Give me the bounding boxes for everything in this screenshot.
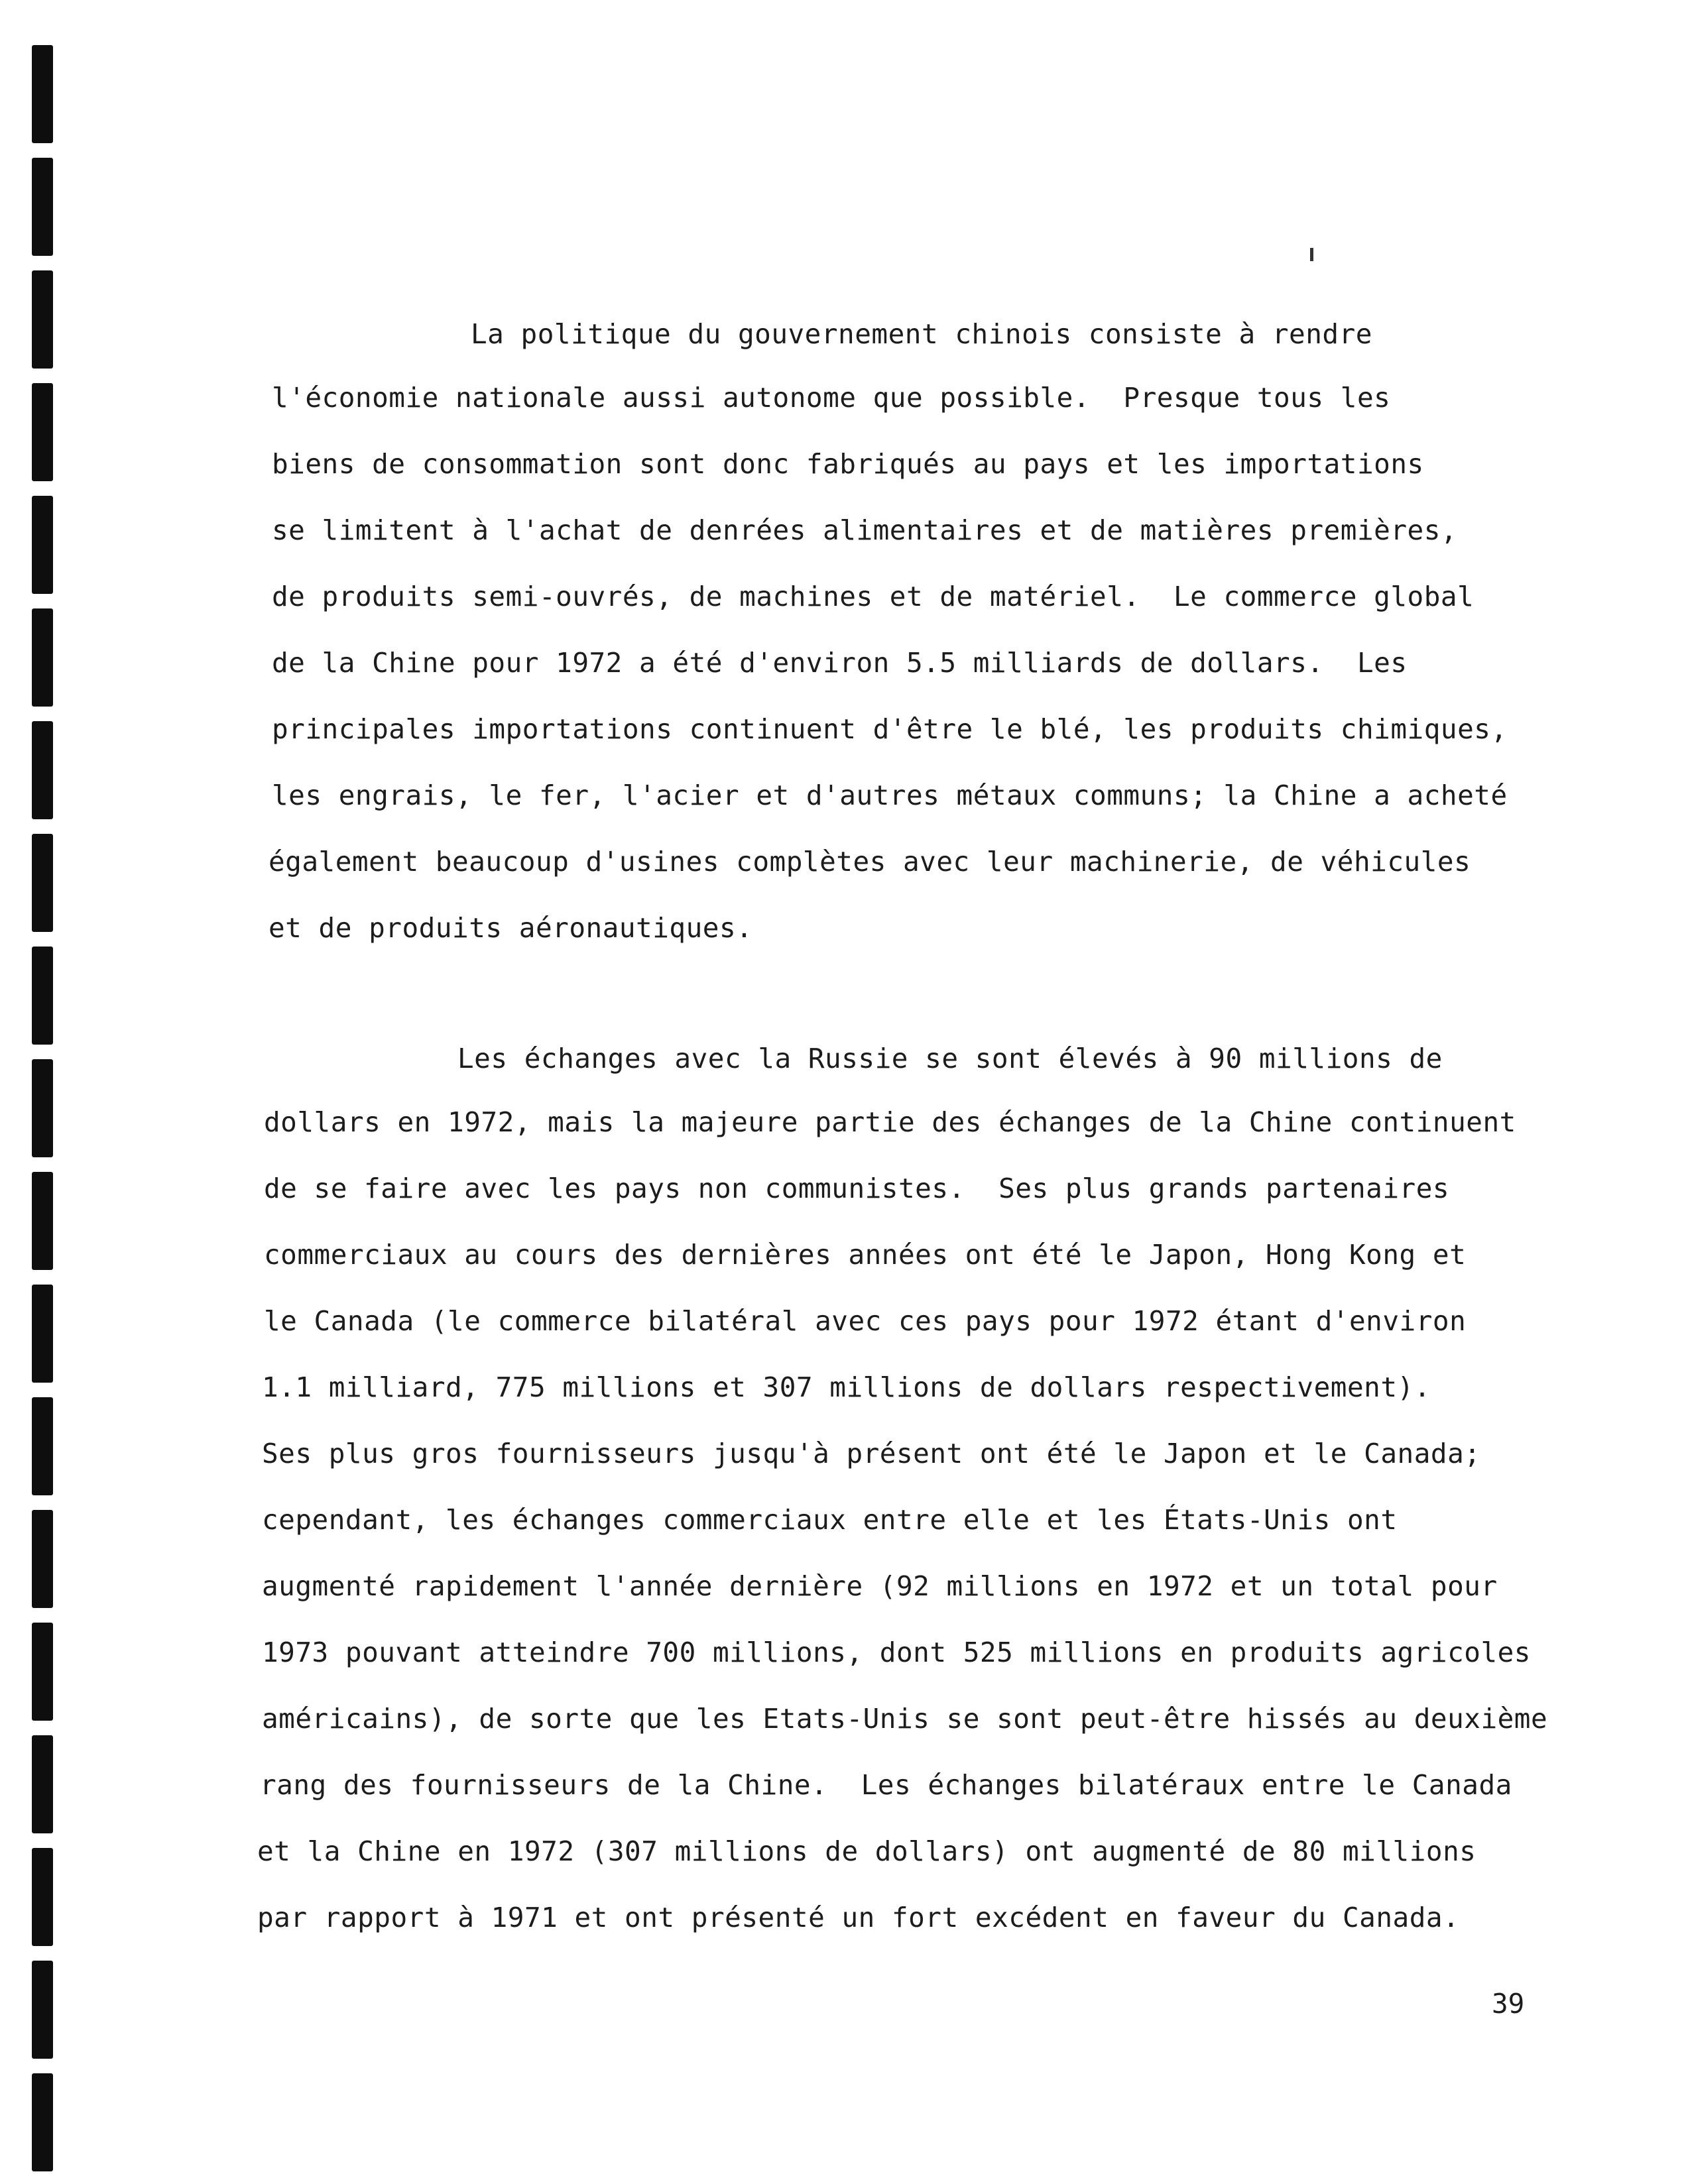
binding-bar <box>32 270 53 369</box>
binding-bar <box>32 1848 53 1946</box>
binding-bar <box>32 721 53 819</box>
stray-mark <box>1310 248 1313 261</box>
text-line: cependant, les échanges commerciaux entre elle et les États-Unis ont <box>262 1504 1398 1536</box>
binding-bar <box>32 1961 53 2059</box>
text-line: 1973 pouvant atteindre 700 millions, dont 525 millions en produits agricoles <box>262 1637 1531 1668</box>
binding-bar <box>32 1735 53 1833</box>
text-line: également beaucoup d'usines complètes avec leur machinerie, de véhicules <box>269 846 1471 878</box>
text-line: principales importations continuent d'être le blé, les produits chimiques, <box>272 713 1508 745</box>
text-line: de se faire avec les pays non communistes. Ses plus grands partenaires <box>264 1173 1450 1204</box>
text-line: par rapport à 1971 et ont présenté un fort excédent en faveur du Canada. <box>257 1902 1460 1933</box>
binding-holes <box>32 0 54 2184</box>
text-line: Les échanges avec la Russie se sont élevés à 90 millions de <box>457 1043 1443 1074</box>
binding-bar <box>32 1172 53 1270</box>
binding-bar <box>32 608 53 707</box>
binding-bar <box>32 496 53 594</box>
text-line: dollars en 1972, mais la majeure partie des échanges de la Chine continuent <box>264 1106 1516 1138</box>
binding-bar <box>32 834 53 932</box>
binding-bar <box>32 45 53 143</box>
text-line: de produits semi-ouvrés, de machines et de matériel. Le commerce global <box>272 581 1474 612</box>
text-line: se limitent à l'achat de denrées alimentaires et de matières premières, <box>272 514 1458 546</box>
binding-bar <box>32 1285 53 1383</box>
text-line: rang des fournisseurs de la Chine. Les échanges bilatéraux entre le Canada <box>260 1769 1512 1801</box>
text-line: biens de consommation sont donc fabriqués au pays et les importations <box>272 448 1424 480</box>
text-line: commerciaux au cours des dernières années ont été le Japon, Hong Kong et <box>264 1239 1467 1271</box>
binding-bar <box>32 1623 53 1721</box>
text-line: et de produits aéronautiques. <box>269 912 753 944</box>
page-number: 39 <box>1492 1988 1525 2020</box>
binding-bar <box>32 383 53 481</box>
text-line: augmenté rapidement l'année dernière (92 millions en 1972 et un total pour <box>262 1570 1498 1602</box>
binding-bar <box>32 947 53 1045</box>
text-line: les engrais, le fer, l'acier et d'autres métaux communs; la Chine a acheté <box>272 779 1508 811</box>
text-line: La politique du gouvernement chinois consiste à rendre <box>471 318 1372 350</box>
binding-bar <box>32 1059 53 1157</box>
text-line: Ses plus gros fournisseurs jusqu'à présent ont été le Japon et le Canada; <box>262 1438 1481 1469</box>
text-line: 1.1 milliard, 775 millions et 307 millions de dollars respectivement). <box>262 1371 1431 1403</box>
binding-bar <box>32 1510 53 1608</box>
text-line: de la Chine pour 1972 a été d'environ 5.5 milliards de dollars. Les <box>272 647 1408 679</box>
binding-bar <box>32 2073 53 2171</box>
text-line: américains), de sorte que les Etats-Unis se sont peut-être hissés au deuxième <box>262 1703 1548 1735</box>
text-line: l'économie nationale aussi autonome que possible. Presque tous les <box>272 382 1391 414</box>
text-line: et la Chine en 1972 (307 millions de dollars) ont augmenté de 80 millions <box>257 1835 1476 1867</box>
binding-bar <box>32 1397 53 1495</box>
binding-bar <box>32 158 53 256</box>
text-line: le Canada (le commerce bilatéral avec ces pays pour 1972 étant d'environ <box>264 1305 1467 1337</box>
